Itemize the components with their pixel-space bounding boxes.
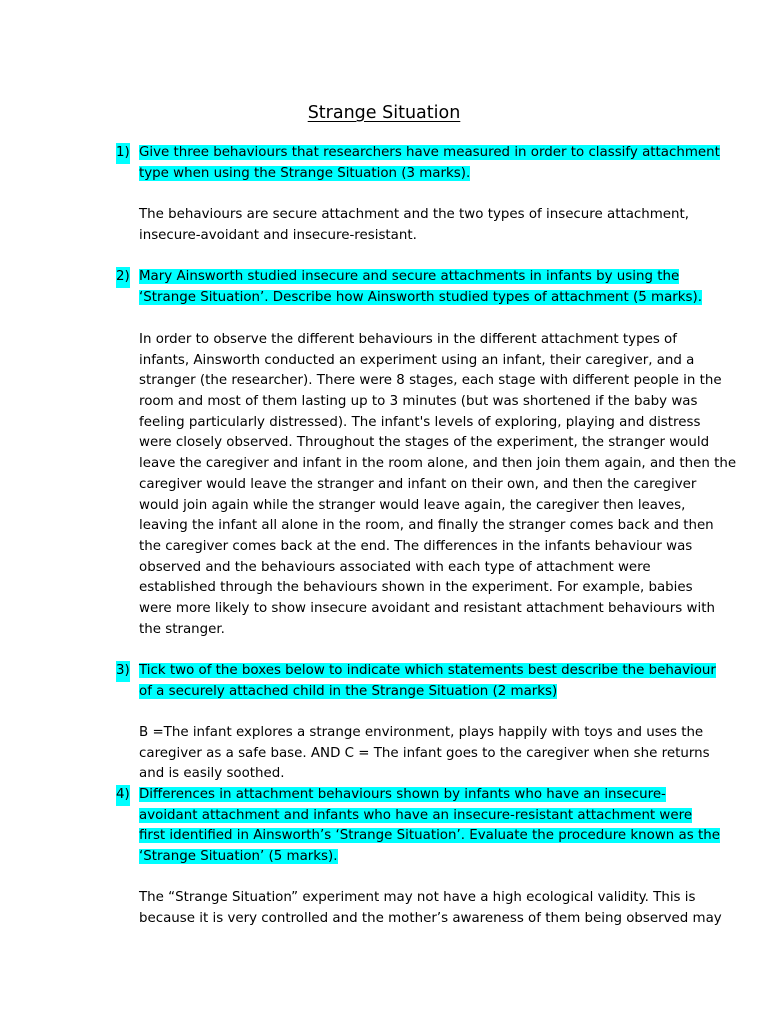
question-line: of a securely attached child in the Strange Situation (2 marks) [139, 683, 558, 699]
question-text [139, 785, 720, 868]
answer-line: established through the behaviours shown in the experiment. For example, babies [139, 580, 693, 596]
question-line: ‘Strange Situation’ (5 marks). [139, 849, 338, 865]
answer-line: the caregiver comes back at the end. The differences in the infants behaviour was [139, 538, 693, 554]
answer-line: leaving the infant all alone in the room, and finally the stranger comes back and then [139, 518, 714, 534]
answer-4 [139, 888, 722, 929]
answer-line: were more likely to show insecure avoidant and resistant attachment behaviours with [139, 600, 715, 616]
question-line: first identified in Ainsworth’s ‘Strange Situation’. Evaluate the procedure known as the [139, 828, 720, 844]
answer-line: and is easily soothed. [139, 766, 285, 782]
answer-line: caregiver would leave the stranger and infant on their own, and then the caregiver [139, 476, 697, 492]
answer-line: feeling particularly distressed). The infant's levels of exploring, playing and distress [139, 414, 701, 430]
answer-3 [139, 723, 710, 785]
question-text [139, 143, 720, 184]
answer-2 [139, 330, 737, 640]
answer-line: In order to observe the different behaviours in the different attachment types of [139, 332, 677, 347]
answer-line: because it is very controlled and the mother’s awareness of them being observed may [139, 910, 722, 926]
answer-1 [139, 205, 690, 246]
answer-line: infants, Ainsworth conducted an experiment using an infant, their caregiver, and a [139, 352, 695, 368]
question-line: ‘Strange Situation’. Describe how Ainsworth studied types of attachment (5 marks). [139, 289, 703, 305]
answer-line: B =The infant explores a strange environment, plays happily with toys and uses the [139, 725, 704, 740]
question-text [139, 267, 703, 308]
question-line: Tick two of the boxes below to indicate which statements best describe the behaviour [139, 663, 716, 678]
answer-line: observed and the behaviours associated with each type of attachment were [139, 559, 651, 575]
answer-line: The behaviours are secure attachment and the two types of insecure attachment, [139, 207, 690, 222]
question-line: type when using the Strange Situation (3 marks). [139, 165, 471, 181]
question-number: 1) [116, 143, 130, 164]
question-text [139, 661, 716, 702]
question-line: Differences in attachment behaviours shown by infants who have an insecure- [139, 787, 666, 802]
question-number: 2) [116, 267, 130, 288]
answer-line: the stranger. [139, 621, 225, 637]
question-line: Mary Ainsworth studied insecure and secure attachments in infants by using the [139, 269, 680, 284]
answer-line: room and most of them lasting up to 3 minutes (but was shortened if the baby was [139, 394, 698, 410]
document-title: Strange Situation [307, 103, 461, 123]
question-line: avoidant attachment and infants who have an insecure-resistant attachment were [139, 807, 693, 823]
answer-line: leave the caregiver and infant in the room alone, and then join them again, and then the [139, 456, 737, 472]
question-number: 4) [116, 785, 130, 806]
answer-line: The “Strange Situation” experiment may not have a high ecological validity. This is [139, 890, 696, 905]
answer-line: insecure-avoidant and insecure-resistant. [139, 227, 417, 243]
answer-line: were closely observed. Throughout the stages of the experiment, the stranger would [139, 435, 710, 451]
answer-line: stranger (the researcher). There were 8 stages, each stage with different people in the [139, 373, 722, 389]
question-line: Give three behaviours that researchers have measured in order to classify attachment [139, 145, 720, 160]
answer-line: caregiver as a safe base. AND C = The infant goes to the caregiver when she returns [139, 745, 710, 761]
question-number: 3) [116, 661, 130, 682]
answer-line: would join again while the stranger would leave again, the caregiver then leaves, [139, 497, 686, 513]
